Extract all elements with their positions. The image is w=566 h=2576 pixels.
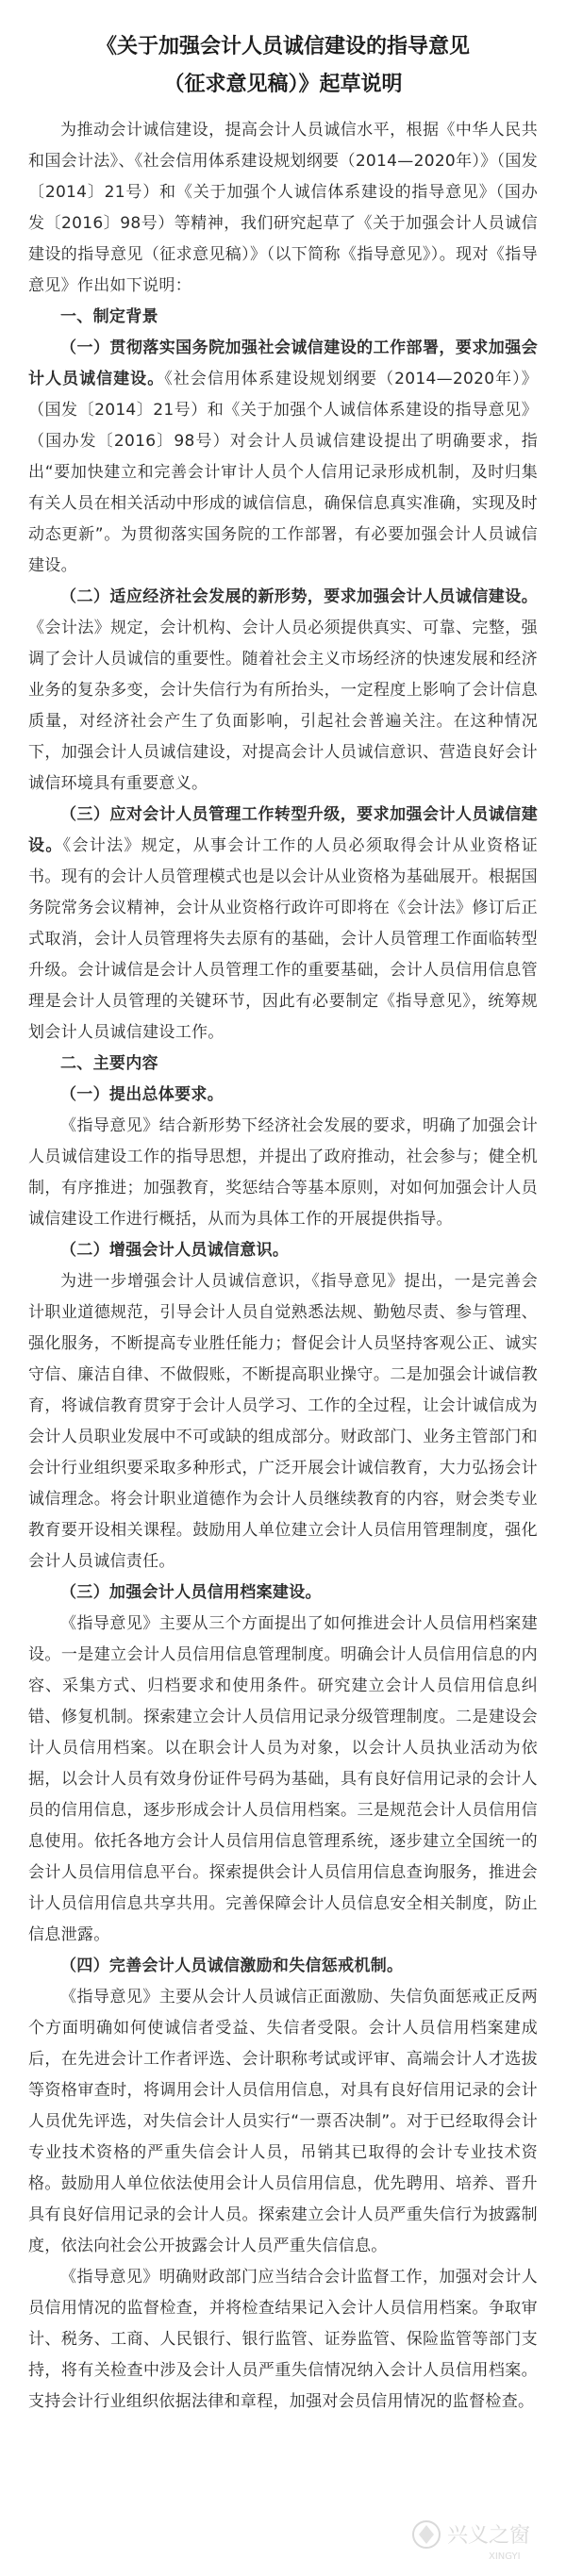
section-2-heading: 二、主要内容 xyxy=(60,1054,158,1073)
content-subheading-3: （三）加强会计人员信用档案建设。 xyxy=(60,1583,322,1602)
background-paragraph-2 xyxy=(28,582,538,800)
paragraph-lead: （一）贯彻落实国务院加强社会诚信建设的工作部署，要求加强会计人员诚信建设。 xyxy=(28,339,538,388)
background-paragraph-3 xyxy=(28,800,538,1049)
content-subheading-1: （一）提出总体要求。 xyxy=(60,1085,224,1104)
site-watermark-logo xyxy=(408,2514,549,2565)
intro-paragraph: 为推动会计诚信建设，提高会计人员诚信水平，根据《中华人民共和国会计法》、《社会信用体系建设规划纲要（2014—2020年）》（国发〔2014〕21号）和《关于加强个人诚信体系建设的指导意见》（国办发〔2016〕98号）等精神，我们研究起草了《关于加强会计人员诚信建设的指导意见（征求意见稿）》（以下简称《指导意见》）。现对《指导意见》作出如下说明： xyxy=(28,121,538,295)
paragraph-lead: （三）应对会计人员管理工作转型升级，要求加强会计人员诚信建设。 xyxy=(28,805,538,855)
title-line-1: 《关于加强会计人员诚信建设的指导意见 xyxy=(95,35,470,58)
watermark-icon xyxy=(413,2521,440,2548)
content-paragraph-1: 《指导意见》结合新形势下经济社会发展的要求，明确了加强会计人员诚信建设工作的指导思想，并提出了政府推动，社会参与；健全机制，有序推进；加强教育，奖惩结合等基本原则，对如何加强会计人员诚信建设工作进行概括，从而为具体工作的开展提供指导。 xyxy=(28,1116,538,1229)
title-line-2: （征求意见稿）》起草说明 xyxy=(163,73,403,96)
watermark-text: 兴义之窗 xyxy=(447,2524,531,2548)
paragraph-body: 《会计法》规定，从事会计工作的人员必须取得会计从业资格证书。现有的会计人员管理模式也是以会计从业资格为基础展开。根据国务院常务会议精神，会计从业资格行政许可即将在《会计法》修订后正式取消，会计人员管理将失去原有的基础，会计人员管理工作面临转型升级。会计诚信是会计人员管理工作的重要基础，会计人员信用信息管理是会计人员管理的关键环节，因此有必要制定《指导意见》，统筹规划会计人员诚信建设工作。 xyxy=(28,836,538,1042)
watermark-small-text: XINGYI xyxy=(489,2551,521,2562)
document-title xyxy=(28,28,538,104)
paragraph-lead: （二）适应经济社会发展的新形势，要求加强会计人员诚信建设。 xyxy=(60,587,538,606)
paragraph-body: 《社会信用体系建设规划纲要（2014—2020年）》（国发〔2014〕21号）和《关于加强个人诚信体系建设的指导意见》（国办发〔2016〕98号）对会计人员诚信建设提出了明确要求，指出“要加快建立和完善会计审计人员个人信用记录形成机制，及时归集有关人员在相关活动中形成的诚信信息，确保信息真实准确，实现及时动态更新”。为贯彻落实国务院的工作部署，有必要加强会计人员诚信建设。 xyxy=(28,370,538,575)
content-paragraph-3: 《指导意见》主要从三个方面提出了如何推进会计人员信用档案建设。一是建立会计人员信用信息管理制度。明确会计人员信用信息的内容、采集方式、归档要求和使用条件。研究建立会计人员信用信息纠错、修复机制。探索建立会计人员信用记录分级管理制度。二是建设会计人员信用档案。以在职会计人员为对象，以会计人员执业活动为依据，以会计人员有效身份证件号码为基础，具有良好信用记录的会计人员的信用信息，逐步形成会计人员信用档案。三是规范会计人员信用信息使用。依托各地方会计人员信用信息管理系统，逐步建立全国统一的会计人员信用信息平台。探索提供会计人员信用信息查询服务，推进会计人员信用信息共享共用。完善保障会计人员信息安全相关制度，防止信息泄露。 xyxy=(28,1614,538,1944)
section-1-heading: 一、制定背景 xyxy=(60,307,158,326)
paragraph-body: 《会计法》规定，会计机构、会计人员必须提供真实、可靠、完整，强调了会计人员诚信的重要性。随着社会主义市场经济的快速发展和经济业务的复杂多变，会计失信行为有所抬头，一定程度上影响了会计信息质量，对经济社会产生了负面影响，引起社会普遍关注。在这种情况下，加强会计人员诚信建设，对提高会计人员诚信意识、营造良好会计诚信环境具有重要意义。 xyxy=(28,619,538,793)
content-paragraph-5: 《指导意见》明确财政部门应当结合会计监督工作，加强对会计人员信用情况的监督检查，并将检查结果记入会计人员信用档案。争取审计、税务、工商、人民银行、银行监管、证券监管、保险监管等部门支持，将有关检查中涉及会计人员严重失信情况纳入会计人员信用档案。支持会计行业组织依据法律和章程，加强对会员信用情况的监督检查。 xyxy=(28,2268,538,2411)
content-subheading-2: （二）增强会计人员诚信意识。 xyxy=(60,1241,290,1260)
content-paragraph-2: 为进一步增强会计人员诚信意识，《指导意见》提出，一是完善会计职业道德规范，引导会计人员自觉熟悉法规、勤勉尽责、参与管理、强化服务，不断提高专业胜任能力；督促会计人员坚持客观公正、诚实守信、廉洁自律、不做假账，不断提高职业操守。二是加强会计诚信教育，将诚信教育贯穿于会计人员学习、工作的全过程，让会计诚信成为会计人员职业发展中不可或缺的组成部分。财政部门、业务主管部门和会计行业组织要采取多种形式，广泛开展会计诚信教育，大力弘扬会计诚信理念。将会计职业道德作为会计人员继续教育的内容，财会类专业教育要开设相关课程。鼓励用人单位建立会计人员信用管理制度，强化会计人员诚信责任。 xyxy=(28,1272,538,1571)
content-subheading-4: （四）完善会计人员诚信激励和失信惩戒机制。 xyxy=(60,1957,404,1975)
content-paragraph-4: 《指导意见》主要从会计人员诚信正面激励、失信负面惩戒正反两个方面明确如何使诚信者受益、失信者受限。会计人员信用档案建成后，在先进会计工作者评选、会计职称考试或评审、高端会计人才选拔等资格审查时，将调用会计人员信用信息，对具有良好信用记录的会计人员优先评选，对失信会计人员实行“一票否决制”。对于已经取得会计专业技术资格的严重失信会计人员，吊销其已取得的会计专业技术资格。鼓励用人单位依法使用会计人员信用信息，优先聘用、培养、晋升具有良好信用记录的会计人员。探索建立会计人员严重失信行为披露制度，依法向社会公开披露会计人员严重失信信息。 xyxy=(28,1988,538,2255)
background-paragraph-1 xyxy=(28,333,538,582)
